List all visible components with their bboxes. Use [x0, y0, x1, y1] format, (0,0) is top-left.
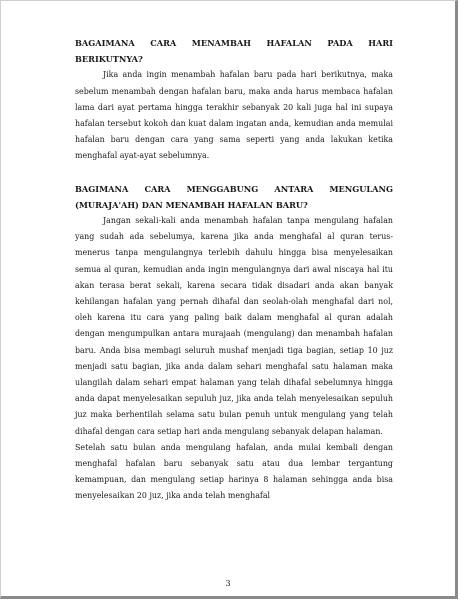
section-heading-1: BAGAIMANA CARA MENAMBAH HAFALAN PADA HARI BERIKUTNYA?: [75, 38, 393, 65]
page-content: [75, 35, 393, 505]
section-2-paragraph-2: Setelah satu bulan anda mengulang hafalan, anda mulai kembali dengan menghafal hafalan baru sebanyak satu atau dua lembar tergantung kemampuan, dan mengulang setiap harinya 8 halaman sehingga anda bisa menyelesaikan 20 juz, jika anda telah menghafal: [75, 442, 393, 501]
section-1-paragraph-1: Jika anda ingin menambah hafalan baru pada hari berikutnya, maka sebelum menambah dengan hafalan baru, maka anda harus membaca hafalan lama dari ayat pertama hingga terakhir sebanyak 20 kali juga hal ini supaya hafalan tersebut kokoh dan kuat dalam ingatan anda, kemudian anda memulai hafalan baru dengan cara yang sama seperti yang anda lakukan ketika menghafal ayat-ayat sebelumnya.: [75, 70, 393, 161]
section-2-paragraph-1: Jangan sekali-kali anda menambah hafalan tanpa mengulang hafalan yang sudah ada sebelumya, karena jika anda menghafal al quran terus-menerus tanpa mengulangnya terlebih dahulu hingga bisa menyelesaikan semua al quran, kemudian anda ingin mengulangnya dari awal niscaya hal itu akan terasa berat sekali, karena secara tidak disadari anda akan banyak kehilangan hafalan yang pernah dihafal dan seolah-olah menghafal dari nol, oleh karena itu cara yang paling baik dalam menghafal al quran adalah dengan mengumpulkan antara murajaah (mengulang) dan menambah hafalan baru. Anda bisa membagi seluruh mushaf menjadi tiga bagian, setiap 10 juz menjadi satu bagian, jika anda dalam sehari menghafal satu halaman maka ulangilah dalam sehari empat halaman yang telah dihafal sebelumnya hingga anda dapat menyelesaikan sepuluh juz, jika anda telah menyelesaikan sepuluh juz maka berhentilah selama satu bulan penuh untuk mengulang yang telah dihafal dengan cara setiap hari anda mengulang sebanyak delapan halaman.: [75, 216, 393, 436]
page-number: 3: [225, 579, 231, 588]
section-heading-2: BAGIMANA CARA MENGGABUNG ANTARA MENGULANG (MURAJA'AH) DAN MENAMBAH HAFALAN BARU?: [75, 183, 393, 210]
section-gap: [75, 165, 393, 181]
